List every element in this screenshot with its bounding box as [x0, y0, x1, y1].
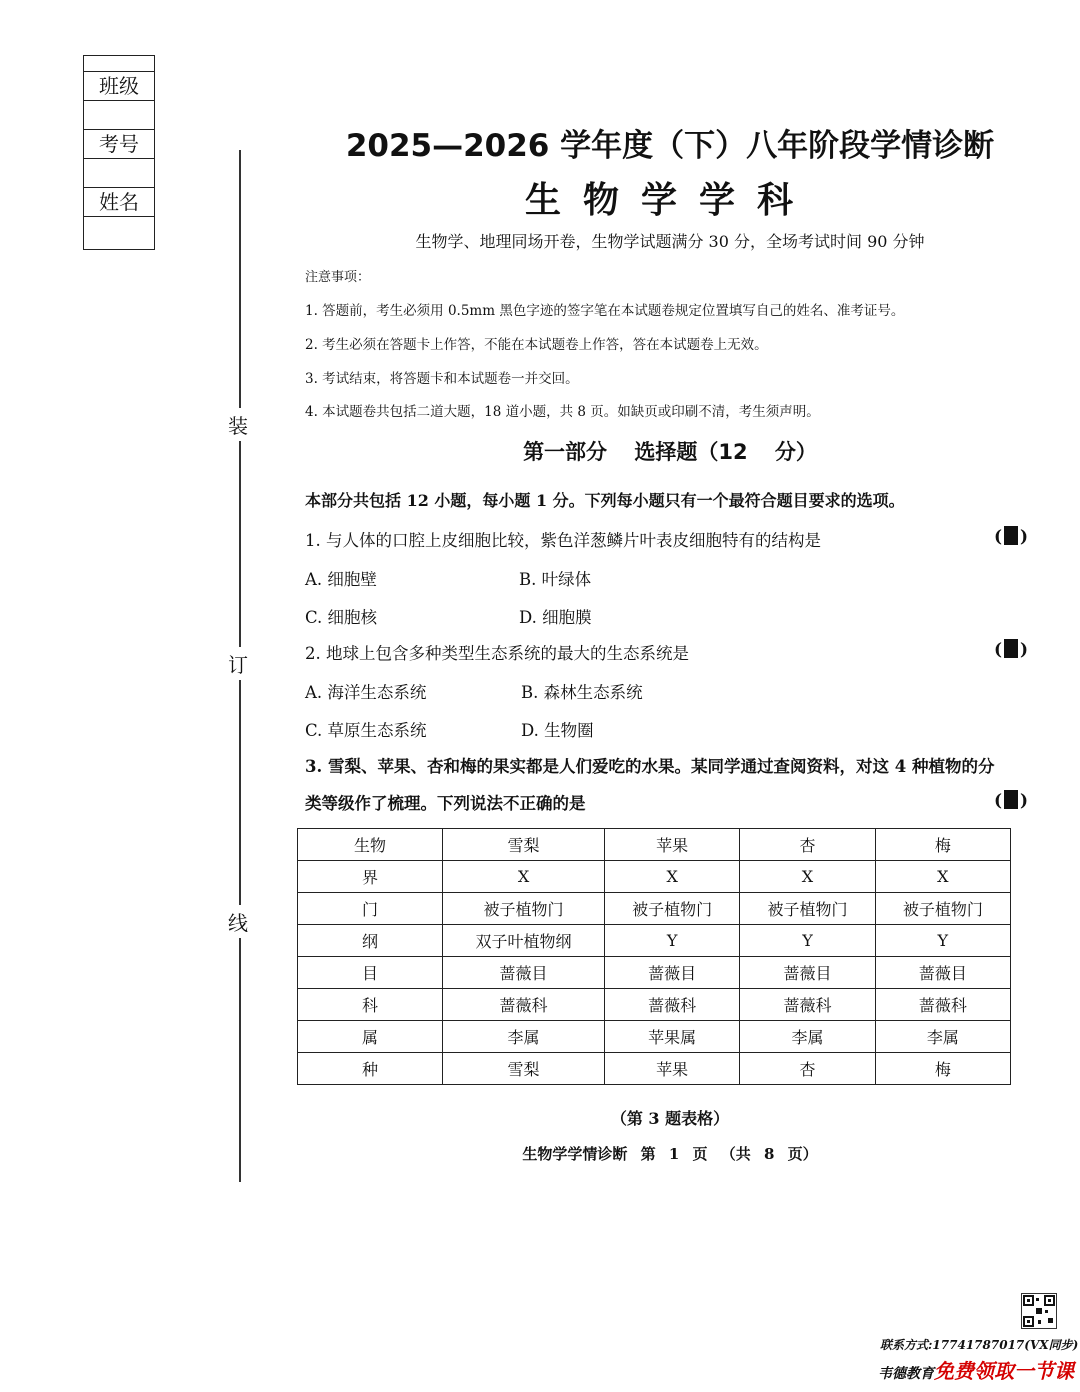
- name-label: 姓名: [84, 188, 154, 217]
- binding-char-xian: 线: [228, 905, 248, 938]
- exam-number-label: 考号: [84, 130, 154, 159]
- table-row: [298, 1053, 1011, 1085]
- table-cell: 蔷薇科: [875, 989, 1010, 1021]
- question-2-option-a[interactable]: A. 海洋生态系统: [305, 683, 427, 702]
- table-cell: 蔷薇目: [875, 957, 1010, 989]
- table-cell: 纲: [298, 925, 443, 957]
- table-cell: X: [740, 861, 875, 893]
- promo-text: [878, 1355, 1074, 1384]
- exam-info: 生物学、地理同场开卷，生物学试题满分 30 分，全场考试时间 90 分钟: [415, 232, 925, 251]
- table-cell: 苹果: [605, 1053, 740, 1085]
- table-cell: 被子植物门: [443, 893, 605, 925]
- section-title: 第一部分 选择题（12 分）: [523, 440, 817, 464]
- answer-redaction: [1004, 526, 1018, 545]
- bracket-close: ): [1020, 640, 1029, 660]
- contact-info: 联系方式:17741787017(VX同步): [880, 1338, 1079, 1352]
- bracket-open: (: [994, 527, 1003, 547]
- table-row: [298, 893, 1011, 925]
- answer-bracket-1[interactable]: [994, 526, 1028, 547]
- class-label: 班级: [84, 72, 154, 101]
- question-1-option-a[interactable]: A. 细胞壁: [305, 570, 377, 589]
- table-cell: X: [875, 861, 1010, 893]
- table-cell: 界: [298, 861, 443, 893]
- question-1-option-b[interactable]: B. 叶绿体: [519, 570, 592, 589]
- table-header-row: [298, 829, 1011, 861]
- table-cell: 蔷薇目: [443, 957, 605, 989]
- bracket-open: (: [994, 640, 1003, 660]
- answer-bracket-2[interactable]: [994, 639, 1028, 660]
- bracket-close: ): [1020, 527, 1029, 547]
- question-2-stem: 2. 地球上包含多种类型生态系统的最大的生态系统是: [305, 644, 689, 663]
- notice-item: 2. 考生必须在答题卡上作答，不能在本试题卷上作答，答在本试题卷上无效。: [305, 337, 768, 353]
- table-cell: 科: [298, 989, 443, 1021]
- table-cell: 生物: [298, 829, 443, 861]
- table-cell: 双子叶植物纲: [443, 925, 605, 957]
- bracket-close: ): [1020, 791, 1029, 811]
- binding-char-ding: 订: [228, 647, 248, 680]
- table-cell: 被子植物门: [875, 893, 1010, 925]
- table-row: [298, 925, 1011, 957]
- notice-item: 4. 本试题卷共包括二道大题，18 道小题，共 8 页。如缺页或印刷不清，考生须声明。: [305, 404, 820, 420]
- question-3-stem-line2: 类等级作了梳理。下列说法不正确的是: [305, 794, 586, 813]
- table-cell: 蔷薇目: [605, 957, 740, 989]
- table-row: [298, 957, 1011, 989]
- table-cell: 苹果: [605, 829, 740, 861]
- table-cell: 目: [298, 957, 443, 989]
- table-body: [298, 829, 1011, 1085]
- table-cell: X: [605, 861, 740, 893]
- page-footer: 生物学学情诊断 第 1 页 （共 8 页）: [522, 1145, 818, 1163]
- table-caption: （第 3 题表格）: [610, 1109, 730, 1128]
- table-cell: X: [443, 861, 605, 893]
- table-cell: 蔷薇科: [740, 989, 875, 1021]
- notice-heading: 注意事项：: [305, 270, 371, 285]
- class-field[interactable]: [84, 101, 154, 130]
- table-cell: 李属: [875, 1021, 1010, 1053]
- question-2-option-b[interactable]: B. 森林生态系统: [521, 683, 643, 702]
- name-field[interactable]: [84, 217, 154, 246]
- table-cell: 杏: [740, 1053, 875, 1085]
- table-cell: Y: [740, 925, 875, 957]
- question-1-option-c[interactable]: C. 细胞核: [305, 608, 378, 627]
- qr-code-icon: [1021, 1293, 1057, 1329]
- promo-prefix: 韦德教育: [878, 1366, 934, 1382]
- question-2-option-d[interactable]: D. 生物圈: [521, 721, 594, 740]
- table-cell: 雪梨: [443, 1053, 605, 1085]
- table-cell: Y: [875, 925, 1010, 957]
- question-1-stem: 1. 与人体的口腔上皮细胞比较，紫色洋葱鳞片叶表皮细胞特有的结构是: [305, 531, 821, 550]
- classification-table: [297, 828, 1011, 1085]
- table-cell: 蔷薇科: [605, 989, 740, 1021]
- table-cell: 被子植物门: [740, 893, 875, 925]
- table-cell: 种: [298, 1053, 443, 1085]
- table-cell: 被子植物门: [605, 893, 740, 925]
- table-cell: 梅: [875, 1053, 1010, 1085]
- table-cell: Y: [605, 925, 740, 957]
- answer-bracket-3[interactable]: [994, 790, 1028, 811]
- bracket-open: (: [994, 791, 1003, 811]
- exam-number-field[interactable]: [84, 159, 154, 188]
- binding-char-zhuang: 装: [228, 408, 248, 441]
- student-info-box: [83, 55, 155, 250]
- answer-redaction: [1004, 639, 1018, 658]
- table-row: [298, 1021, 1011, 1053]
- table-cell: 苹果属: [605, 1021, 740, 1053]
- question-2-option-c[interactable]: C. 草原生态系统: [305, 721, 427, 740]
- table-cell: 杏: [740, 829, 875, 861]
- answer-redaction: [1004, 790, 1018, 809]
- table-cell: 门: [298, 893, 443, 925]
- info-box-top: [84, 56, 154, 72]
- question-3-stem-line1: 3. 雪梨、苹果、杏和梅的果实都是人们爱吃的水果。某同学通过查阅资料，对这 4 种植物的分: [305, 757, 995, 776]
- table-cell: 雪梨: [443, 829, 605, 861]
- table-cell: 蔷薇目: [740, 957, 875, 989]
- exam-title: 2025—2026 学年度（下）八年阶段学情诊断: [345, 128, 995, 164]
- table-cell: 李属: [740, 1021, 875, 1053]
- table-row: [298, 989, 1011, 1021]
- promo-highlight: 免费领取一节课: [934, 1359, 1074, 1383]
- section-description: 本部分共包括 12 小题，每小题 1 分。下列每小题只有一个最符合题目要求的选项。: [305, 491, 905, 510]
- notice-item: 3. 考试结束，将答题卡和本试题卷一并交回。: [305, 371, 579, 387]
- notice-item: 1. 答题前，考生必须用 0.5mm 黑色字迹的签字笔在本试题卷规定位置填写自己的姓名、准考证号。: [305, 303, 905, 319]
- table-cell: 属: [298, 1021, 443, 1053]
- table-cell: 蔷薇科: [443, 989, 605, 1021]
- question-1-option-d[interactable]: D. 细胞膜: [519, 608, 592, 627]
- table-cell: 梅: [875, 829, 1010, 861]
- table-cell: 李属: [443, 1021, 605, 1053]
- qr-pattern: [1022, 1294, 1056, 1328]
- subject-title: 生物学学科: [524, 180, 815, 221]
- table-row: [298, 861, 1011, 893]
